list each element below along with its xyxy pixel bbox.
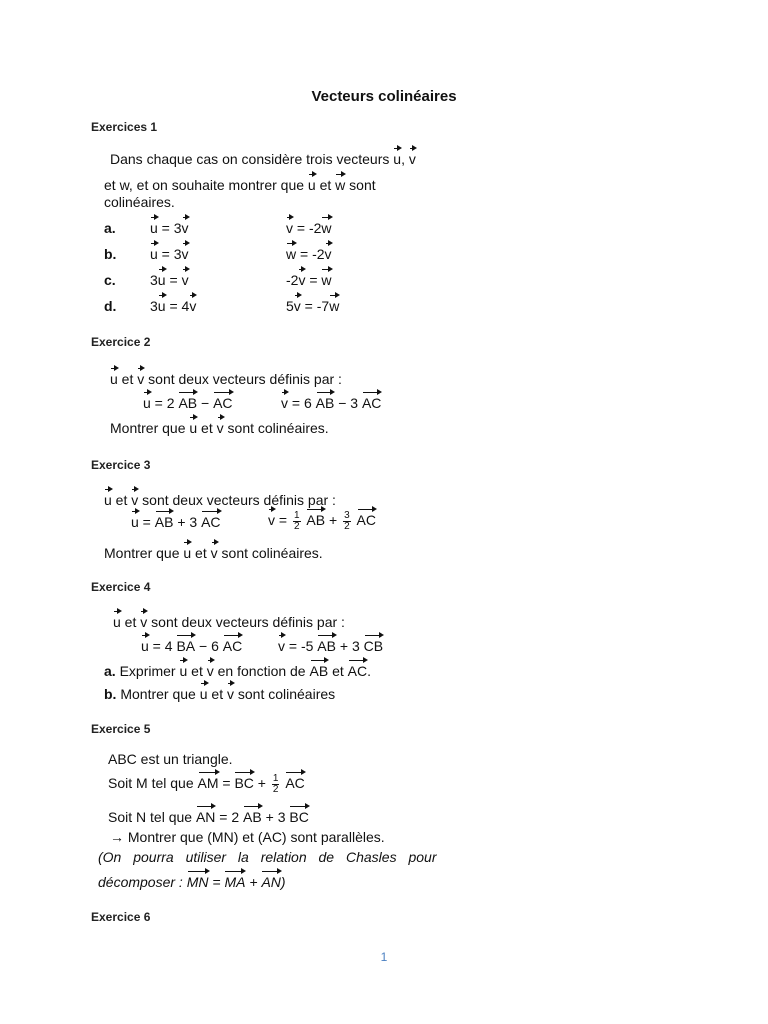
ex1-case-a-right: v = -2w — [286, 220, 332, 236]
ex2-v-expression: v = 6 AB − 3 AC — [281, 395, 382, 411]
ex5-line-6: décomposer : MN = MA + AN) — [98, 874, 286, 890]
ex4-definition: u et v sont deux vecteurs définis par : — [113, 614, 345, 630]
ex1-case-a: a. u = 3v — [104, 220, 189, 236]
exercise-2-heading: Exercice 2 — [91, 335, 151, 349]
ex5-line-1: ABC est un triangle. — [108, 751, 233, 767]
exercise-1-heading: Exercices 1 — [91, 120, 158, 134]
exercise-5-heading: Exercice 5 — [91, 722, 151, 736]
ex5-line-4: → Montrer que (MN) et (AC) sont parallèles. — [110, 829, 385, 845]
ex1-case-c: c. 3u = v — [104, 272, 189, 288]
ex1-intro-line-1: Dans chaque cas on considère trois vecteurs u, v — [110, 151, 416, 167]
exercise-6-heading: Exercice 6 — [91, 910, 151, 924]
exercise-4-heading: Exercice 4 — [91, 580, 151, 594]
ex2-u-expression: u = 2 AB − AC — [143, 395, 233, 411]
ex5-line-5: (On pourra utiliser la relation de Chasles pour — [98, 849, 437, 865]
ex3-v-expression: v = $\frac{1}{2}$ AB + $\frac{3}{2}$ AC — [268, 510, 376, 532]
ex1-case-d-right: 5v = -7w — [286, 298, 340, 314]
ex3-question: Montrer que u et v sont colinéaires. — [104, 545, 323, 561]
ex1-case-b-right: w = -2v — [286, 246, 332, 262]
ex5-line-2: Soit M tel que AM = BC + $\frac{1}{2}$ AC — [108, 773, 305, 795]
ex1-intro-line-2: et w, et on souhaite montrer que u et w sont — [104, 177, 376, 193]
ex4-question-a: a. Exprimer u et v en fonction de AB et AC. — [104, 663, 371, 679]
ex1-case-b: b. u = 3v — [104, 246, 189, 262]
ex2-question: Montrer que u et v sont colinéaires. — [110, 420, 329, 436]
ex4-question-b: b. Montrer que u et v sont colinéaires — [104, 686, 336, 702]
page-number: 1 — [380, 950, 388, 964]
ex2-definition: u et v sont deux vecteurs définis par : — [110, 371, 342, 387]
ex1-intro-line-3: colinéaires. — [104, 194, 175, 210]
page-title: Vecteurs colinéaires — [311, 88, 457, 105]
ex5-line-3: Soit N tel que AN = 2 AB + 3 BC — [108, 809, 309, 825]
ex1-case-c-right: -2v = w — [286, 272, 332, 288]
exercise-3-heading: Exercice 3 — [91, 458, 151, 472]
ex3-u-expression: u = AB + 3 AC — [131, 514, 221, 530]
ex1-case-d: d. 3u = 4v — [104, 298, 197, 314]
ex3-definition: u et v sont deux vecteurs définis par : — [104, 492, 336, 508]
ex4-u-expression: u = 4 BA − 6 AC — [141, 638, 243, 654]
ex4-v-expression: v = -5 AB + 3 CB — [278, 638, 384, 654]
